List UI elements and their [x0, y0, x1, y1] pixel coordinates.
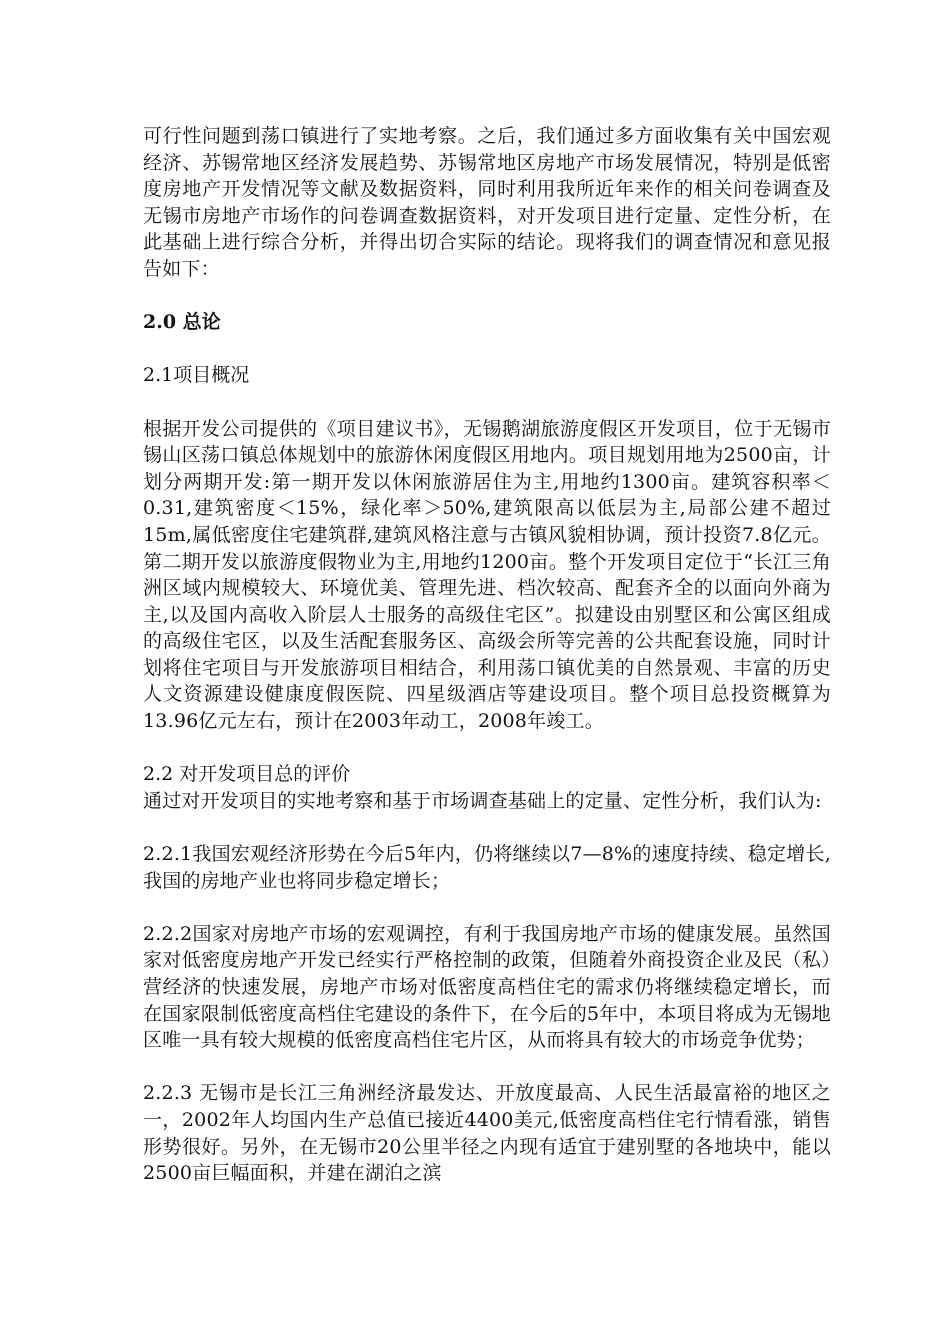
item-2-2-2: 2.2.2国家对房地产市场的宏观调控，有利于我国房地产市场的健康发展。虽然国家对低密度房地产开发已经实行严格控制的政策，但随着外商投资企业及民（私）营经济的快速发展，房地产市场对低密度高档住宅的需求仍将继续稳定增长，而在国家限制低密度高档住宅建设的条件下，在今后的5年中，本项目将成为无锡地区唯一具有较大规模的低密度高档住宅片区，从而将具有较大的市场竞争优势； [143, 922, 831, 1052]
document-page [143, 123, 831, 1187]
section-2-2-title: 2.2 对开发项目总的评价 [143, 763, 351, 786]
section-2-2-lead: 通过对开发项目的实地考察和基于市场调查基础上的定量、定性分析，我们认为: [143, 789, 822, 812]
section-2-1-title: 2.1项目概况 [143, 364, 250, 387]
item-2-2-3: 2.2.3 无锡市是长江三角洲经济最发达、开放度最高、人民生活最富裕的地区之一，2002年人均国内生产总值已接近4400美元,低密度高档住宅行情看涨，销售形势很好。另外，在无锡市20公里半径之内现有适宜于建别墅的各地块中，能以2500亩巨幅面积，并建在湖泊之滨 [143, 1082, 831, 1185]
section-heading: 2.0 总论 [143, 311, 221, 334]
section-2-1-body: 根据开发公司提供的《项目建议书》，无锡鹅湖旅游度假区开发项目，位于无锡市锡山区荡口镇总体规划中的旅游休闲度假区用地内。项目规划用地为2500亩，计划分两期开发:第一期开发以休闲旅游居住为主,用地约1300亩。建筑容积率＜0.31,建筑密度＜15%，绿化率＞50%,建筑限高以低层为主,局部公建不超过15m,属低密度住宅建筑群,建筑风格注意与古镇风貌相协调，预计投资7.8亿元。第二期开发以旅游度假物业为主,用地约1200亩。整个开发项目定位于“长江三角洲区域内规模较大、环境优美、管理先进、档次较高、配套齐全的以面向外商为主,以及国内高收入阶层人士服务的高级住宅区”。拟建设由别墅区和公寓区组成的高级住宅区，以及生活配套服务区、高级会所等完善的公共配套设施，同时计划将住宅项目与开发旅游项目相结合，利用荡口镇优美的自然景观、丰富的历史人文资源建设健康度假医院、四星级酒店等建设项目。整个项目总投资概算为13.96亿元左右，预计在2003年动工，2008年竣工。 [143, 417, 831, 733]
item-2-2-1: 2.2.1我国宏观经济形势在今后5年内，仍将继续以7—8%的速度持续、稳定增长,我国的房地产业也将同步稳定增长； [143, 843, 831, 892]
intro-paragraph: 可行性问题到荡口镇进行了实地考察。之后，我们通过多方面收集有关中国宏观经济、苏锡常地区经济发展趋势、苏锡常地区房地产市场发展情况，特别是低密度房地产开发情况等文献及数据资料，同时利用我所近年来作的相关问卷调查及无锡市房地产市场作的问卷调查数据资料，对开发项目进行定量、定性分析，在此基础上进行综合分析，并得出切合实际的结论。现将我们的调查情况和意见报告如下： [143, 125, 831, 280]
